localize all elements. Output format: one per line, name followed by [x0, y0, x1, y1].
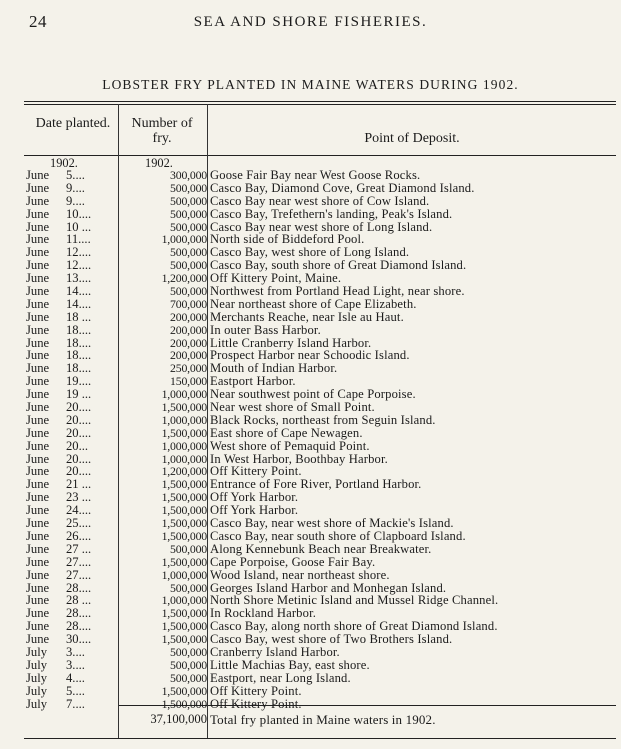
date-day: 3....: [66, 657, 85, 672]
date-month: June: [26, 528, 50, 543]
deposit-point: Casco Bay, Trefethern's landing, Peak's Island.: [210, 206, 453, 221]
fry-count: 150,000: [170, 374, 207, 389]
fry-count: 500,000: [170, 258, 207, 273]
deposit-point: Black Rocks, northeast from Seguin Island.: [210, 412, 436, 427]
date-month: June: [26, 180, 50, 195]
date-day: 5....: [66, 168, 85, 182]
table-row: [24, 298, 616, 311]
fry-count: 200,000: [170, 309, 207, 324]
deposit-point: Entrance of Fore River, Portland Harbor.: [210, 477, 422, 492]
fry-count: 500,000: [170, 193, 207, 208]
deposit-point: East shore of Cape Newagen.: [210, 425, 363, 440]
year-label-date: 1902.: [50, 156, 78, 170]
date-day: 18....: [66, 348, 92, 363]
date-month: June: [26, 541, 50, 556]
table-row: [24, 569, 616, 582]
table-row: [24, 672, 616, 685]
deposit-point: Near northeast shore of Cape Elizabeth.: [210, 296, 417, 311]
deposit-point: In West Harbor, Boothbay Harbor.: [210, 451, 388, 466]
fry-count: 1,500,000: [161, 425, 207, 440]
date-month: June: [26, 490, 50, 505]
date-month: June: [26, 425, 50, 440]
deposit-point: Casco Bay, Diamond Cove, Great Diamond Island.: [210, 180, 475, 195]
table-row: [24, 324, 616, 337]
year-label-number: 1902.: [145, 156, 173, 170]
deposit-point: Casco Bay, near south shore of Clapboard Island.: [210, 528, 466, 543]
date-day: 11....: [66, 232, 91, 247]
table-row: [24, 646, 616, 659]
date-month: June: [26, 322, 50, 337]
date-month: June: [26, 284, 50, 299]
deposit-point: Off Kittery Point.: [210, 683, 302, 698]
deposit-point: Off Kittery Point.: [210, 696, 302, 711]
deposit-point: Wood Island, near northeast shore.: [210, 567, 390, 582]
deposit-point: Prospect Harbor near Schoodic Island.: [210, 348, 410, 363]
fry-count: 1,200,000: [161, 464, 207, 479]
date-month: June: [26, 554, 50, 569]
date-day: 9....: [66, 180, 85, 195]
date-day: 20....: [66, 425, 92, 440]
fry-count: 1,000,000: [161, 451, 207, 466]
date-day: 28 ...: [66, 593, 92, 608]
date-month: June: [26, 258, 50, 273]
date-day: 26....: [66, 528, 92, 543]
table-body: [24, 169, 616, 710]
fry-count: 1,500,000: [161, 619, 207, 634]
table-row: [24, 556, 616, 569]
date-month: June: [26, 348, 50, 363]
table-row: [24, 401, 616, 414]
fry-count: 1,500,000: [161, 516, 207, 531]
date-month: June: [26, 438, 50, 453]
deposit-point: Casco Bay, south shore of Great Diamond Island.: [210, 258, 467, 273]
date-day: 12....: [66, 258, 92, 273]
deposit-point: Along Kennebunk Beach near Breakwater.: [210, 541, 432, 556]
fry-count: 500,000: [170, 644, 207, 659]
fry-count: 500,000: [170, 580, 207, 595]
fry-count: 500,000: [170, 657, 207, 672]
deposit-point: Casco Bay, west shore of Long Island.: [210, 245, 410, 260]
table-row: [24, 659, 616, 672]
date-day: 18 ...: [66, 309, 92, 324]
deposit-point: Mouth of Indian Harbor.: [210, 361, 338, 376]
deposit-point: Northwest from Portland Head Light, near shore.: [210, 284, 465, 299]
fry-count: 200,000: [170, 348, 207, 363]
total-fry: 37,100,000: [150, 712, 207, 726]
table-row: [24, 594, 616, 607]
date-month: June: [26, 632, 50, 647]
date-day: 5....: [66, 683, 85, 698]
header-number: Number of fry.: [131, 116, 193, 146]
deposit-point: Off Kittery Point.: [210, 464, 302, 479]
date-month: June: [26, 309, 50, 324]
fry-count: 700,000: [170, 296, 207, 311]
deposit-point: Little Cranberry Island Harbor.: [210, 335, 372, 350]
date-month: June: [26, 168, 50, 182]
table-row: [24, 530, 616, 543]
date-month: July: [26, 657, 47, 672]
table-row: [24, 195, 616, 208]
date-day: 28....: [66, 606, 92, 621]
fry-count: 500,000: [170, 284, 207, 299]
table-row: [24, 440, 616, 453]
deposit-point: Off York Harbor.: [210, 503, 299, 518]
fry-count: 1,000,000: [161, 232, 207, 247]
fry-count: 500,000: [170, 670, 207, 685]
deposit-point: Casco Bay near west shore of Cow Island.: [210, 193, 430, 208]
date-month: July: [26, 683, 47, 698]
date-month: June: [26, 206, 50, 221]
header-place: Point of Deposit.: [364, 131, 460, 146]
date-month: June: [26, 387, 50, 402]
fry-count: 500,000: [170, 245, 207, 260]
table-row: [24, 169, 616, 182]
date-day: 27 ...: [66, 541, 92, 556]
table-row: [24, 208, 616, 221]
page-number: 24: [29, 12, 47, 31]
fry-count: 1,000,000: [161, 387, 207, 402]
date-day: 20....: [66, 400, 92, 415]
date-month: June: [26, 271, 50, 286]
deposit-point: Off York Harbor.: [210, 490, 299, 505]
date-day: 14....: [66, 296, 92, 311]
date-day: 25....: [66, 516, 92, 531]
date-month: June: [26, 503, 50, 518]
table-row: [24, 285, 616, 298]
date-month: June: [26, 232, 50, 247]
date-month: July: [26, 644, 47, 659]
table-row: [24, 362, 616, 375]
date-day: 9....: [66, 193, 85, 208]
date-month: June: [26, 296, 50, 311]
deposit-point: North side of Biddeford Pool.: [210, 232, 365, 247]
deposit-point: Casco Bay near west shore of Long Island.: [210, 219, 433, 234]
fry-count: 1,500,000: [161, 477, 207, 492]
date-day: 30....: [66, 632, 92, 647]
header-date: Date planted.: [35, 116, 111, 131]
deposit-point: West shore of Pemaquid Point.: [210, 438, 370, 453]
table-row: [24, 491, 616, 504]
date-day: 24....: [66, 503, 92, 518]
deposit-point: North Shore Metinic Island and Mussel Ridge Channel.: [210, 593, 499, 608]
fry-count: 1,500,000: [161, 490, 207, 505]
table-top-rule-inner: [24, 104, 616, 105]
date-day: 28....: [66, 619, 92, 634]
deposit-point: Cape Porpoise, Goose Fair Bay.: [210, 554, 376, 569]
deposit-point: Off Kittery Point, Maine.: [210, 271, 342, 286]
fry-count: 1,500,000: [161, 696, 207, 711]
fry-count: 500,000: [170, 541, 207, 556]
fry-count: 250,000: [170, 361, 207, 376]
date-month: June: [26, 451, 50, 466]
date-day: 27....: [66, 554, 92, 569]
date-day: 10....: [66, 206, 92, 221]
fry-count: 200,000: [170, 335, 207, 350]
deposit-point: Goose Fair Bay near West Goose Rocks.: [210, 168, 421, 182]
date-day: 3....: [66, 644, 85, 659]
fry-count: 1,000,000: [161, 593, 207, 608]
date-month: June: [26, 193, 50, 208]
date-day: 12....: [66, 245, 92, 260]
date-day: 27....: [66, 567, 92, 582]
date-day: 19 ...: [66, 387, 92, 402]
fry-count: 1,000,000: [161, 438, 207, 453]
fry-count: 1,500,000: [161, 554, 207, 569]
date-day: 20...: [66, 438, 89, 453]
table-row: [24, 453, 616, 466]
date-day: 20....: [66, 451, 92, 466]
fry-count: 500,000: [170, 219, 207, 234]
date-day: 19....: [66, 374, 92, 389]
deposit-point: Little Machias Bay, east shore.: [210, 657, 370, 672]
date-month: June: [26, 477, 50, 492]
date-day: 21 ...: [66, 477, 92, 492]
date-day: 4....: [66, 670, 85, 685]
table-row: [24, 517, 616, 530]
header-bottom-rule: [24, 155, 616, 156]
table-title: LOBSTER FRY PLANTED IN MAINE WATERS DURING 1902.: [102, 77, 519, 92]
fry-count: 1,500,000: [161, 606, 207, 621]
table-row: [24, 698, 616, 711]
date-day: 28....: [66, 580, 92, 595]
date-day: 20....: [66, 412, 92, 427]
date-month: June: [26, 464, 50, 479]
date-month: June: [26, 361, 50, 376]
date-month: June: [26, 412, 50, 427]
fry-count: 1,500,000: [161, 528, 207, 543]
table-row: [24, 543, 616, 556]
fry-count: 1,000,000: [161, 412, 207, 427]
date-month: June: [26, 245, 50, 260]
date-month: June: [26, 593, 50, 608]
table-row: [24, 182, 616, 195]
date-day: 7....: [66, 696, 85, 711]
date-day: 18....: [66, 335, 92, 350]
table-bottom-rule: [24, 738, 616, 739]
table-row: [24, 685, 616, 698]
date-day: 18....: [66, 322, 92, 337]
running-head: SEA AND SHORE FISHERIES.: [193, 14, 428, 30]
deposit-point: Merchants Reache, near Isle au Haut.: [210, 309, 404, 324]
fry-count: 300,000: [170, 168, 207, 182]
table-row: [24, 427, 616, 440]
total-label: Total fry planted in Maine waters in 1902.: [210, 712, 436, 727]
deposit-point: Georges Island Harbor and Monhegan Island.: [210, 580, 447, 595]
date-month: July: [26, 696, 47, 711]
fry-count: 1,200,000: [161, 271, 207, 286]
date-day: 14....: [66, 284, 92, 299]
deposit-point: Eastport Harbor.: [210, 374, 296, 389]
fry-count: 500,000: [170, 180, 207, 195]
date-month: June: [26, 606, 50, 621]
date-month: June: [26, 374, 50, 389]
deposit-point: Eastport, near Long Island.: [210, 670, 351, 685]
date-month: June: [26, 619, 50, 634]
deposit-point: In outer Bass Harbor.: [210, 322, 321, 337]
date-month: June: [26, 567, 50, 582]
fry-count: 200,000: [170, 322, 207, 337]
date-month: June: [26, 335, 50, 350]
table-row: [24, 414, 616, 427]
date-day: 23 ...: [66, 490, 92, 505]
deposit-point: Near west shore of Small Point.: [210, 400, 375, 415]
deposit-point: Casco Bay, along north shore of Great Diamond Island.: [210, 619, 498, 634]
table-top-rule: [24, 101, 616, 102]
fry-count: 1,500,000: [161, 632, 207, 647]
deposit-point: Cranberry Island Harbor.: [210, 644, 340, 659]
deposit-point: Casco Bay, near west shore of Mackie's Island.: [210, 516, 454, 531]
date-day: 18....: [66, 361, 92, 376]
deposit-point: In Rockland Harbor.: [210, 606, 317, 621]
date-month: June: [26, 400, 50, 415]
fry-count: 500,000: [170, 206, 207, 221]
table-row: [24, 478, 616, 491]
fry-count: 1,500,000: [161, 683, 207, 698]
table-row: [24, 311, 616, 324]
fry-count: 1,500,000: [161, 400, 207, 415]
date-month: June: [26, 580, 50, 595]
date-month: June: [26, 516, 50, 531]
deposit-point: Near southwest point of Cape Porpoise.: [210, 387, 416, 402]
deposit-point: Casco Bay, west shore of Two Brothers Island.: [210, 632, 453, 647]
date-day: 13....: [66, 271, 92, 286]
date-day: 10 ...: [66, 219, 92, 234]
date-day: 20....: [66, 464, 92, 479]
fry-count: 1,000,000: [161, 567, 207, 582]
fry-count: 1,500,000: [161, 503, 207, 518]
date-month: July: [26, 670, 47, 685]
date-month: June: [26, 219, 50, 234]
